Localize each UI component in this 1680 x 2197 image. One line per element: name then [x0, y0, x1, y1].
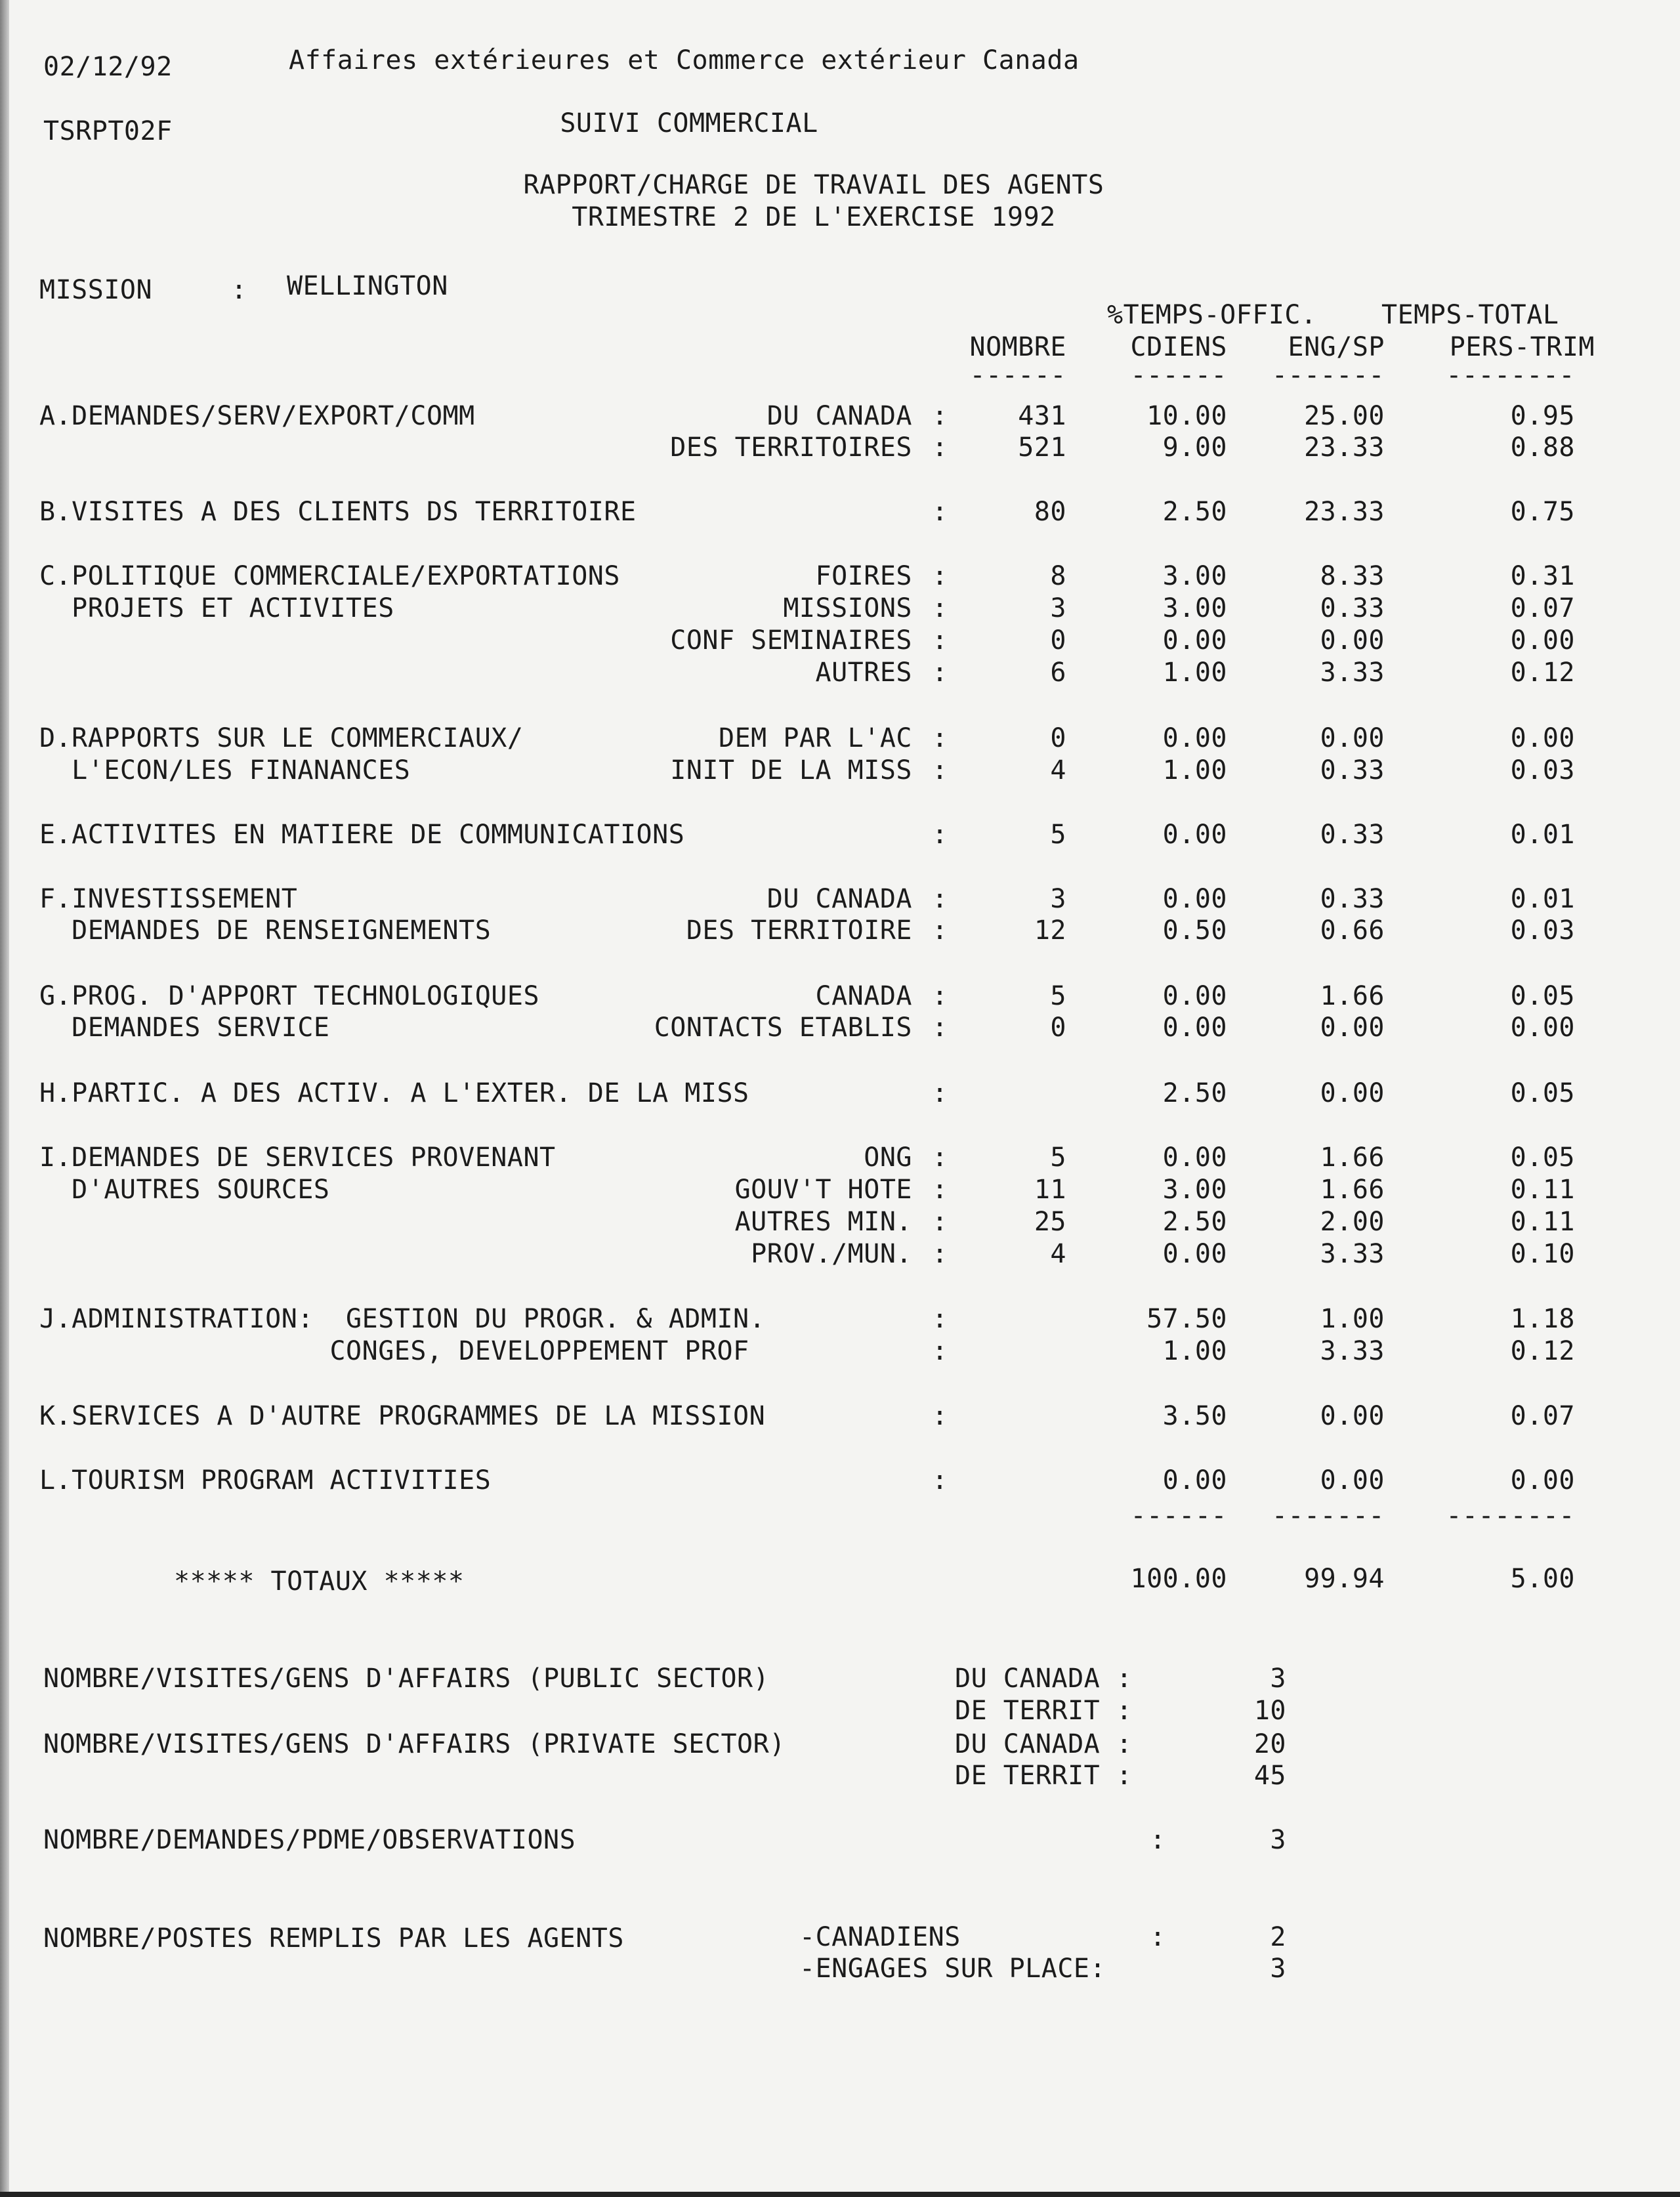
row-colon: :	[932, 981, 948, 1011]
public-sector-visits-label: NOMBRE/VISITES/GENS D'AFFAIRS (PUBLIC SECTOR)	[43, 1663, 770, 1694]
row-category-label: B.VISITES A DES CLIENTS DS TERRITOIRE	[39, 497, 637, 527]
row-eng-sp-value: 1.66	[1320, 1175, 1385, 1205]
row-cdiens-value: 0.00	[1162, 1142, 1227, 1173]
row-pers-trim-value: 0.10	[1510, 1239, 1575, 1269]
row-pers-trim-value: 0.12	[1510, 1336, 1575, 1366]
postes-remplis-label: NOMBRE/POSTES REMPLIS PAR LES AGENTS	[43, 1923, 624, 1954]
row-colon: :	[932, 1304, 948, 1334]
row-cdiens-value: 57.50	[1146, 1304, 1227, 1334]
row-cdiens-value: 1.00	[1162, 755, 1227, 785]
row-cdiens-value: 2.50	[1162, 1207, 1227, 1237]
row-eng-sp-value: 0.00	[1320, 723, 1385, 753]
row-pers-trim-value: 0.31	[1510, 561, 1575, 591]
row-colon: :	[932, 1078, 948, 1108]
row-cdiens-value: 0.00	[1162, 981, 1227, 1011]
row-eng-sp-value: 0.00	[1320, 1401, 1385, 1431]
private-sector-visits-label: NOMBRE/VISITES/GENS D'AFFAIRS (PRIVATE SECTOR)	[43, 1729, 786, 1759]
private-du-canada-label: DU CANADA :	[955, 1729, 1133, 1759]
row-colon: :	[932, 755, 948, 785]
report-code: TSRPT02F	[43, 116, 173, 146]
engages-sur-place-value: 3	[1270, 1954, 1286, 1984]
row-pers-trim-value: 0.00	[1510, 723, 1575, 753]
row-nombre-value: 5	[1050, 820, 1066, 850]
row-pers-trim-value: 0.01	[1510, 884, 1575, 914]
public-du-canada-label: DU CANADA :	[955, 1663, 1133, 1694]
column-header-pers-trim: PERS-TRIM	[1449, 332, 1595, 362]
private-de-territ-value: 45	[1253, 1761, 1286, 1791]
row-eng-sp-value: 3.33	[1320, 1239, 1385, 1269]
organization-name: Affaires extérieures et Commerce extérieur Canada	[289, 45, 1080, 75]
header-underline-cdiens: ------	[1130, 360, 1227, 390]
row-pers-trim-value: 0.88	[1510, 432, 1575, 463]
row-nombre-value: 5	[1050, 981, 1066, 1011]
row-nombre-value: 4	[1050, 755, 1066, 785]
row-category-label: C.POLITIQUE COMMERCIALE/EXPORTATIONS	[39, 561, 620, 591]
header-underline-eng-sp: -------	[1271, 360, 1385, 390]
page-left-edge	[0, 0, 9, 2197]
row-cdiens-value: 0.00	[1162, 1013, 1227, 1043]
row-pers-trim-value: 0.00	[1510, 1013, 1575, 1043]
public-du-canada-value: 3	[1270, 1663, 1286, 1694]
row-cdiens-value: 10.00	[1146, 401, 1227, 431]
row-category-label: H.PARTIC. A DES ACTIV. A L'EXTER. DE LA MISS	[39, 1078, 749, 1108]
mission-label: MISSION	[39, 275, 153, 305]
row-nombre-value: 521	[1018, 432, 1066, 463]
column-group-temps-total: TEMPS-TOTAL	[1381, 300, 1559, 330]
row-subcategory-label: DEM PAR L'AC	[719, 723, 912, 753]
row-nombre-value: 0	[1050, 723, 1066, 753]
mission-value: WELLINGTON	[287, 271, 448, 301]
row-eng-sp-value: 0.33	[1320, 820, 1385, 850]
totals-underline-eng-sp: -------	[1271, 1501, 1385, 1531]
row-colon: :	[932, 593, 948, 623]
row-nombre-value: 0	[1050, 1013, 1066, 1043]
row-pers-trim-value: 0.00	[1510, 1465, 1575, 1496]
row-category-label: D'AUTRES SOURCES	[39, 1175, 330, 1205]
row-nombre-value: 4	[1050, 1239, 1066, 1269]
row-nombre-value: 431	[1018, 401, 1066, 431]
column-header-cdiens: CDIENS	[1130, 332, 1227, 362]
row-cdiens-value: 0.00	[1162, 1465, 1227, 1496]
row-eng-sp-value: 23.33	[1304, 497, 1385, 527]
report-date: 02/12/92	[43, 52, 173, 82]
row-category-label: D.RAPPORTS SUR LE COMMERCIAUX/	[39, 723, 524, 753]
row-cdiens-value: 2.50	[1162, 497, 1227, 527]
row-colon: :	[932, 561, 948, 591]
row-subcategory-label: DU CANADA	[766, 401, 912, 431]
row-colon: :	[932, 1013, 948, 1043]
row-category-label: J.ADMINISTRATION: GESTION DU PROGR. & ADMIN.	[39, 1304, 766, 1334]
row-nombre-value: 5	[1050, 1142, 1066, 1173]
row-subcategory-label: CANADA	[815, 981, 912, 1011]
pdme-observations-label: NOMBRE/DEMANDES/PDME/OBSERVATIONS	[43, 1825, 576, 1855]
row-category-label: I.DEMANDES DE SERVICES PROVENANT	[39, 1142, 556, 1173]
row-colon: :	[932, 1401, 948, 1431]
row-colon: :	[932, 884, 948, 914]
row-pers-trim-value: 0.12	[1510, 658, 1575, 688]
row-cdiens-value: 3.00	[1162, 561, 1227, 591]
row-pers-trim-value: 0.07	[1510, 593, 1575, 623]
system-name: SUIVI COMMERCIAL	[560, 108, 818, 138]
row-pers-trim-value: 0.00	[1510, 625, 1575, 656]
row-category-label: DEMANDES DE RENSEIGNEMENTS	[39, 915, 492, 946]
row-pers-trim-value: 0.75	[1510, 497, 1575, 527]
mission-colon: :	[231, 275, 247, 305]
row-colon: :	[932, 432, 948, 463]
row-cdiens-value: 9.00	[1162, 432, 1227, 463]
row-pers-trim-value: 0.03	[1510, 915, 1575, 946]
row-colon: :	[932, 497, 948, 527]
row-cdiens-value: 0.00	[1162, 884, 1227, 914]
row-eng-sp-value: 0.33	[1320, 755, 1385, 785]
row-subcategory-label: FOIRES	[815, 561, 912, 591]
row-cdiens-value: 0.00	[1162, 625, 1227, 656]
row-eng-sp-value: 0.66	[1320, 915, 1385, 946]
row-cdiens-value: 0.00	[1162, 1239, 1227, 1269]
row-colon: :	[932, 723, 948, 753]
canadiens-colon: :	[1150, 1922, 1166, 1952]
totals-underline-pers-trim: --------	[1446, 1501, 1575, 1531]
row-eng-sp-value: 1.00	[1320, 1304, 1385, 1334]
row-pers-trim-value: 0.11	[1510, 1207, 1575, 1237]
row-colon: :	[932, 915, 948, 946]
public-de-territ-value: 10	[1253, 1696, 1286, 1726]
row-eng-sp-value: 23.33	[1304, 432, 1385, 463]
row-eng-sp-value: 0.00	[1320, 1078, 1385, 1108]
row-nombre-value: 12	[1034, 915, 1066, 946]
row-colon: :	[932, 1175, 948, 1205]
row-subcategory-label: PROV./MUN.	[751, 1239, 912, 1269]
row-category-label: K.SERVICES A D'AUTRE PROGRAMMES DE LA MISSION	[39, 1401, 766, 1431]
pdme-observations-value: 3	[1270, 1825, 1286, 1855]
row-nombre-value: 3	[1050, 884, 1066, 914]
row-colon: :	[932, 658, 948, 688]
row-nombre-value: 8	[1050, 561, 1066, 591]
row-subcategory-label: CONF SEMINAIRES	[670, 625, 912, 656]
row-pers-trim-value: 0.95	[1510, 401, 1575, 431]
row-subcategory-label: AUTRES MIN.	[734, 1207, 912, 1237]
row-cdiens-value: 1.00	[1162, 1336, 1227, 1366]
column-header-eng-sp: ENG/SP	[1288, 332, 1385, 362]
row-colon: :	[932, 1336, 948, 1366]
row-subcategory-label: AUTRES	[815, 658, 912, 688]
row-category-label: CONGES, DEVELOPPEMENT PROF	[39, 1336, 749, 1366]
public-de-territ-label: DE TERRIT :	[955, 1696, 1133, 1726]
row-category-label: G.PROG. D'APPORT TECHNOLOGIQUES	[39, 981, 540, 1011]
report-title: RAPPORT/CHARGE DE TRAVAIL DES AGENTS	[523, 170, 1104, 200]
row-nombre-value: 3	[1050, 593, 1066, 623]
row-category-label: L.TOURISM PROGRAM ACTIVITIES	[39, 1465, 492, 1496]
row-cdiens-value: 1.00	[1162, 658, 1227, 688]
row-pers-trim-value: 0.11	[1510, 1175, 1575, 1205]
engages-sur-place-label: -ENGAGES SUR PLACE:	[799, 1954, 1106, 1984]
row-subcategory-label: DES TERRITOIRE	[686, 915, 912, 946]
row-subcategory-label: DES TERRITOIRES	[670, 432, 912, 463]
row-colon: :	[932, 820, 948, 850]
column-header-nombre: NOMBRE	[969, 332, 1066, 362]
total-eng-sp: 99.94	[1304, 1564, 1385, 1594]
row-nombre-value: 80	[1034, 497, 1066, 527]
row-colon: :	[932, 1465, 948, 1496]
row-eng-sp-value: 3.33	[1320, 658, 1385, 688]
row-pers-trim-value: 0.03	[1510, 755, 1575, 785]
row-cdiens-value: 0.00	[1162, 820, 1227, 850]
row-subcategory-label: MISSIONS	[783, 593, 912, 623]
row-nombre-value: 11	[1034, 1175, 1066, 1205]
row-nombre-value: 6	[1050, 658, 1066, 688]
row-cdiens-value: 0.00	[1162, 723, 1227, 753]
row-category-label: F.INVESTISSEMENT	[39, 884, 298, 914]
row-cdiens-value: 3.50	[1162, 1401, 1227, 1431]
totals-underline-cdiens: ------	[1130, 1501, 1227, 1531]
row-eng-sp-value: 0.33	[1320, 593, 1385, 623]
row-category-label: E.ACTIVITES EN MATIERE DE COMMUNICATIONS	[39, 820, 685, 850]
row-nombre-value: 25	[1034, 1207, 1066, 1237]
row-eng-sp-value: 1.66	[1320, 981, 1385, 1011]
page-bottom-edge	[0, 2192, 1680, 2197]
header-underline-pers-trim: --------	[1446, 360, 1575, 390]
canadiens-value: 2	[1270, 1922, 1286, 1952]
header-underline-nombre: ------	[969, 360, 1066, 390]
total-pers-trim: 5.00	[1510, 1564, 1575, 1594]
row-subcategory-label: GOUV'T HOTE	[734, 1175, 912, 1205]
row-eng-sp-value: 3.33	[1320, 1336, 1385, 1366]
row-eng-sp-value: 0.00	[1320, 1465, 1385, 1496]
row-category-label: L'ECON/LES FINANANCES	[39, 755, 411, 785]
row-eng-sp-value: 0.00	[1320, 1013, 1385, 1043]
totals-label: ***** TOTAUX *****	[174, 1566, 465, 1597]
canadiens-label: -CANADIENS	[799, 1922, 961, 1952]
row-cdiens-value: 3.00	[1162, 1175, 1227, 1205]
private-de-territ-label: DE TERRIT :	[955, 1761, 1133, 1791]
report-subtitle: TRIMESTRE 2 DE L'EXERCISE 1992	[572, 202, 1056, 232]
row-eng-sp-value: 8.33	[1320, 561, 1385, 591]
row-pers-trim-value: 1.18	[1510, 1304, 1575, 1334]
row-subcategory-label: DU CANADA	[766, 884, 912, 914]
row-eng-sp-value: 1.66	[1320, 1142, 1385, 1173]
row-colon: :	[932, 1239, 948, 1269]
row-category-label: A.DEMANDES/SERV/EXPORT/COMM	[39, 401, 475, 431]
private-du-canada-value: 20	[1253, 1729, 1286, 1759]
pdme-colon: :	[1150, 1825, 1166, 1855]
row-pers-trim-value: 0.07	[1510, 1401, 1575, 1431]
row-cdiens-value: 0.50	[1162, 915, 1227, 946]
row-eng-sp-value: 25.00	[1304, 401, 1385, 431]
row-pers-trim-value: 0.01	[1510, 820, 1575, 850]
row-subcategory-label: INIT DE LA MISS	[670, 755, 912, 785]
total-cdiens: 100.00	[1130, 1564, 1227, 1594]
row-pers-trim-value: 0.05	[1510, 1078, 1575, 1108]
row-subcategory-label: ONG	[864, 1142, 912, 1173]
row-pers-trim-value: 0.05	[1510, 981, 1575, 1011]
row-pers-trim-value: 0.05	[1510, 1142, 1575, 1173]
row-cdiens-value: 2.50	[1162, 1078, 1227, 1108]
row-category-label: PROJETS ET ACTIVITES	[39, 593, 394, 623]
row-eng-sp-value: 2.00	[1320, 1207, 1385, 1237]
row-cdiens-value: 3.00	[1162, 593, 1227, 623]
row-colon: :	[932, 1207, 948, 1237]
row-eng-sp-value: 0.33	[1320, 884, 1385, 914]
row-colon: :	[932, 625, 948, 656]
row-colon: :	[932, 1142, 948, 1173]
row-subcategory-label: CONTACTS ETABLIS	[654, 1013, 912, 1043]
column-group-temps-offic: %TEMPS-OFFIC.	[1107, 300, 1317, 330]
row-colon: :	[932, 401, 948, 431]
row-nombre-value: 0	[1050, 625, 1066, 656]
row-eng-sp-value: 0.00	[1320, 625, 1385, 656]
row-category-label: DEMANDES SERVICE	[39, 1013, 330, 1043]
